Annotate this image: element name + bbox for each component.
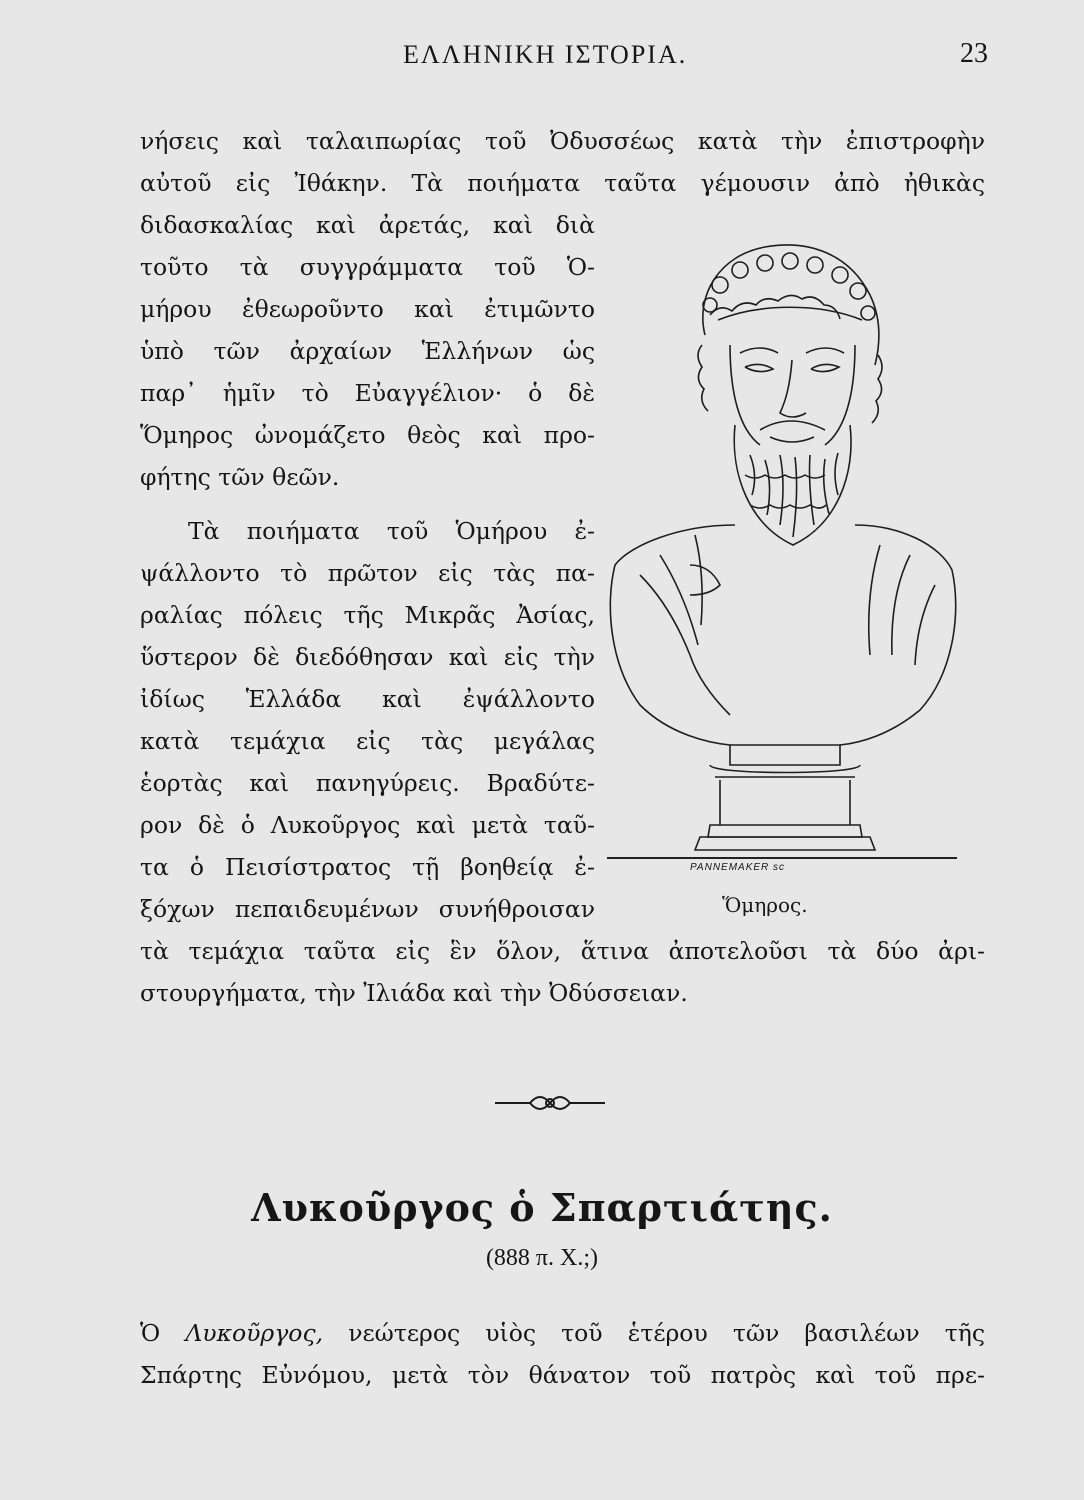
text-line: Τὰ ποιήματα τοῦ Ὁμήρου ἐ- [188,517,595,545]
text-line: Σπάρτης Εὐνόμου, μετὰ τὸν θάνατον τοῦ πατρὸς καὶ τοῦ πρε- [140,1361,985,1389]
homer-bust-illustration [600,225,970,875]
text-line: ψάλλοντο τὸ πρῶτον εἰς τὰς πα- [140,559,595,587]
text-line: νήσεις καὶ ταλαιπωρίας τοῦ Ὀδυσσέως κατὰ τὴν ἐπιστροφὴν [140,127,985,155]
section-date: (888 π. Χ.;) [485,1245,599,1271]
illustration-caption: Ὅμηρος. [722,893,808,917]
text-line: ρον δὲ ὁ Λυκοῦργος καὶ μετὰ ταῦ- [140,811,595,839]
text-line: ραλίας πόλεις τῆς Μικρᾶς Ἀσίας, [140,601,595,629]
text-line: τα ὁ Πεισίστρατος τῇ βοηθείᾳ ἐ- [140,853,595,881]
first-word: Ὁ [140,1319,161,1347]
text-line: ξόχων πεπαιδευμένων συνήθροισαν [140,895,595,923]
page-number: 23 [960,38,988,69]
text-line: μήρου ἐθεωροῦντο καὶ ἐτιμῶντο [140,295,595,323]
text-line: ὕστερον δὲ διεδόθησαν καὶ εἰς τὴν [140,643,595,671]
text-line: αὐτοῦ εἰς Ἰθάκην. Τὰ ποιήματα ταῦτα γέμουσιν ἀπὸ ἠθικὰς [140,169,985,197]
text-line: ἑορτὰς καὶ πανηγύρεις. Βραδύτε- [140,769,595,797]
line-rest: νεώτερος υἱὸς τοῦ ἑτέρου τῶν βασιλέων τῆς [348,1319,985,1347]
ornament-divider [490,1088,610,1118]
running-header [138,40,988,80]
text-line: διδασκαλίας καὶ ἀρετάς, καὶ διὰ [140,211,595,239]
text-line: τὰ τεμάχια ταῦτα εἰς ἓν ὅλον, ἅτινα ἀποτελοῦσι τὰ δύο ἀρι- [140,937,985,965]
section-title: Λυκοῦργος ὁ Σπαρτιάτης. [251,1185,833,1230]
text-line: στουργήματα, τὴν Ἰλιάδα καὶ τὴν Ὀδύσσειαν. [140,979,688,1007]
text-line: ὑπὸ τῶν ἀρχαίων Ἑλλήνων ὡς [140,337,595,365]
text-line: παρ᾽ ἡμῖν τὸ Εὐαγγέλιον· ὁ δὲ [140,379,595,407]
illustration-rule [607,857,957,859]
text-line [140,1319,985,1347]
text-line: κατὰ τεμάχια εἰς τὰς μεγάλας [140,727,595,755]
running-title: ΕΛΛΗΝΙΚΗ ΙΣΤΟΡΙΑ. [403,40,688,69]
text-line: Ὅμηρος ὠνομάζετο θεὸς καὶ προ- [140,421,595,449]
engraver-signature: PANNEMAKER sc [690,862,786,873]
text-line: τοῦτο τὰ συγγράμματα τοῦ Ὁ- [140,253,595,281]
name-italic: Λυκοῦργος, [185,1319,324,1347]
text-line: ἰδίως Ἑλλάδα καὶ ἐψάλλοντο [140,685,595,713]
text-line: φήτης τῶν θεῶν. [140,463,340,491]
